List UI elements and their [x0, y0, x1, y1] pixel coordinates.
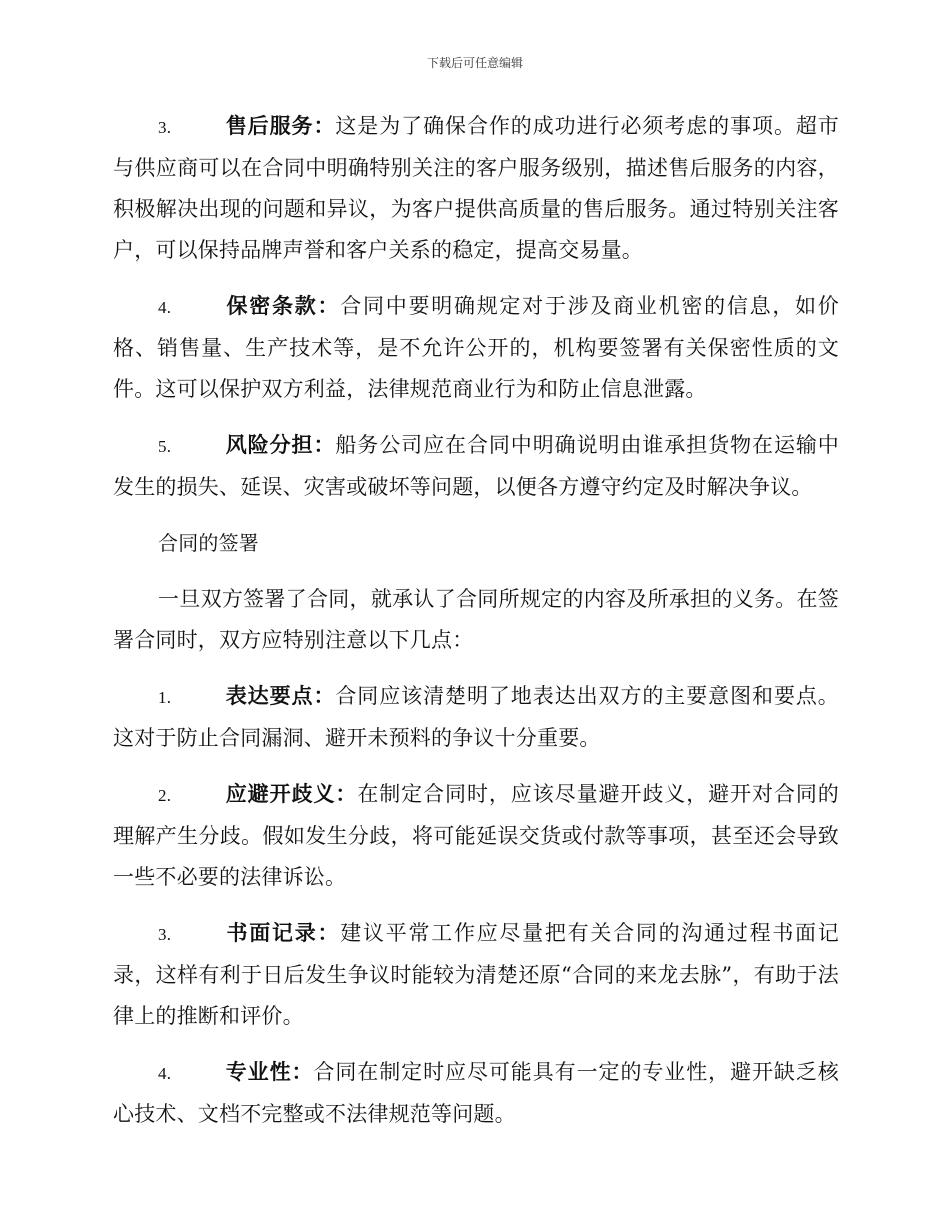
- list-item: [113, 676, 839, 759]
- item-number: 1.: [158, 688, 172, 707]
- section-heading: 合同的签署: [158, 531, 259, 555]
- item-title: 书面记录：: [225, 921, 341, 945]
- list-item: [113, 286, 839, 410]
- item-text: 合同应该清楚明了地表达出双方的主要意图和要点。这对于防止合同漏洞、避开未预料的争议十分重要。: [113, 684, 839, 750]
- item-text: 合同中要明确规定对于涉及商业机密的信息，如价格、销售量、生产技术等，是不允许公开的，机构要签署有关保密性质的文件。这可以保护双方利益，法律规范商业行为和防止信息泄露。: [113, 294, 839, 401]
- list-item: [113, 106, 839, 271]
- item-text: 在制定合同时，应该尽量避开歧义，避开对合同的理解产生分歧。假如发生分歧，将可能延误交货或付款等事项，甚至还会导致一些不必要的法律诉讼。: [113, 782, 840, 889]
- item-number: 3.: [158, 118, 172, 137]
- item-number: 2.: [158, 786, 172, 805]
- item-title: 售后服务：: [225, 114, 336, 138]
- list-item: [113, 1052, 839, 1135]
- item-title: 保密条款：: [225, 294, 341, 318]
- item-number: 3.: [158, 925, 172, 944]
- item-number: 4.: [158, 1064, 172, 1083]
- item-title: 风险分担：: [225, 433, 336, 457]
- page-header: 下载后可任意编辑: [426, 56, 523, 70]
- item-title: 专业性：: [225, 1060, 314, 1084]
- list-item: [113, 913, 839, 1037]
- item-text: 船务公司应在合同中明确说明由谁承担货物在运输中发生的损失、延误、灾害或破坏等问题，以便各方遵守约定及时解决争议。: [113, 433, 839, 499]
- document-body: [113, 106, 839, 1150]
- item-text: 合同在制定时应尽可能具有一定的专业性，避开缺乏核心技术、文档不完整或不法律规范等问题。: [113, 1060, 839, 1126]
- item-text: 建议平常工作应尽量把有关合同的沟通过程书面记录，这样有利于日后发生争议时能较为清楚还原“合同的来龙去脉”，有助于法律上的推断和评价。: [113, 921, 839, 1028]
- item-title: 应避开歧义：: [225, 782, 358, 806]
- list-item: [113, 774, 839, 898]
- section-intro: 一旦双方签署了合同，就承认了合同所规定的内容及所承担的义务。在签署合同时，双方应特别注意以下几点：: [113, 587, 839, 652]
- list-item: [113, 425, 839, 508]
- item-text: 这是为了确保合作的成功进行必须考虑的事项。超市与供应商可以在合同中明确特别关注的客户服务级别，描述售后服务的内容，积极解决出现的问题和异议，为客户提供高质量的售后服务。通过特别关注客户，可以保持品牌声誉和客户关系的稳定，提高交易量。: [113, 114, 839, 262]
- item-title: 表达要点：: [225, 684, 336, 708]
- item-number: 5.: [158, 437, 172, 456]
- item-number: 4.: [158, 298, 172, 317]
